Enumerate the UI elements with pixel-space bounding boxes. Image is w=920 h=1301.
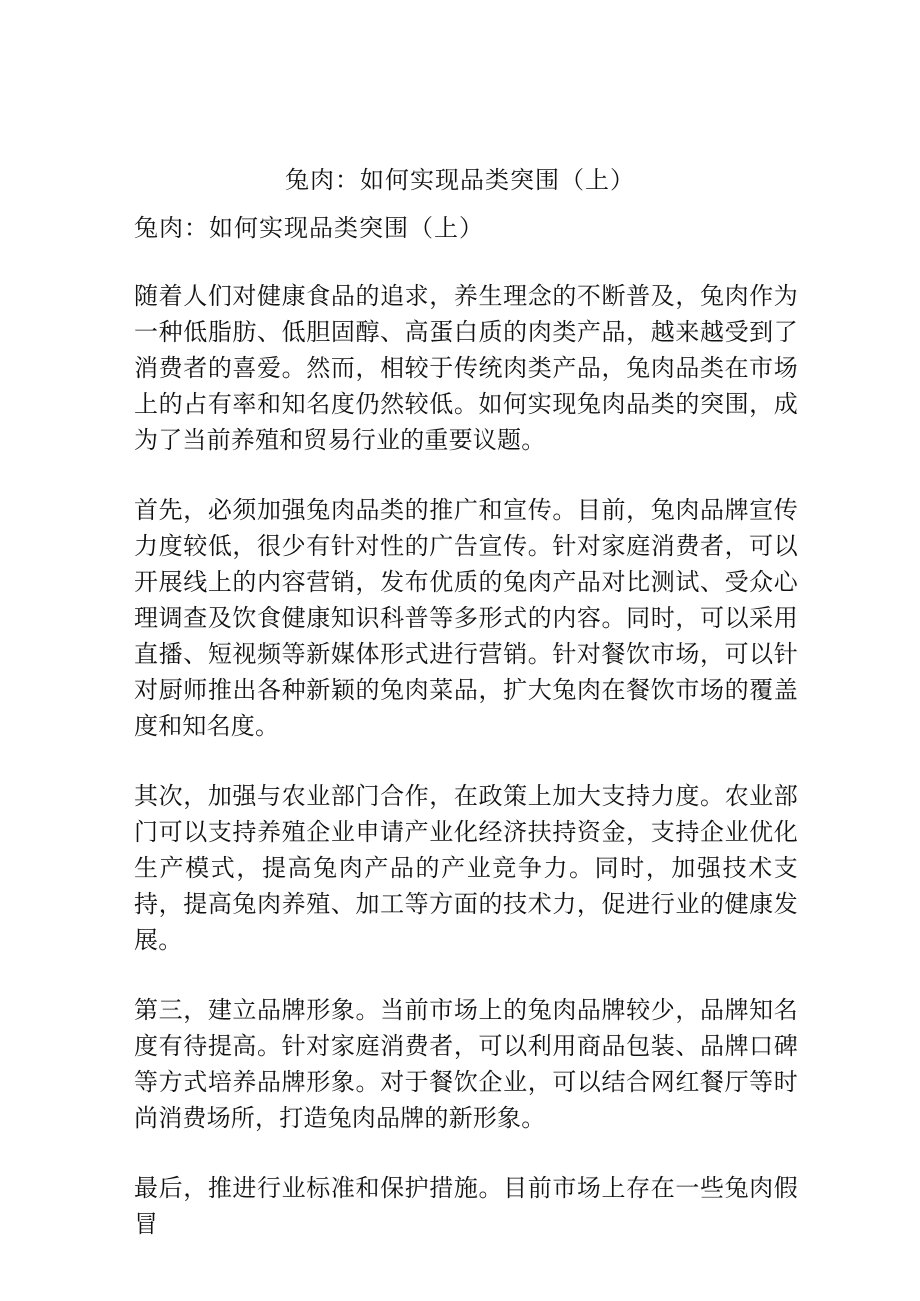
paragraph-intro: 随着人们对健康食品的追求，养生理念的不断普及，兔肉作为一种低脂肪、低胆固醇、高蛋白质的肉类产品，越来越受到了消费者的喜爱。然而，相较于传统肉类产品，兔肉品类在市场上的占有率和知名度仍然较低。如何实现兔肉品类的突围，成为了当前养殖和贸易行业的重要议题。	[134, 282, 798, 454]
document-title: 兔肉：如何实现品类突围（上）	[285, 166, 635, 194]
document-subtitle: 兔肉：如何实现品类突围（上）	[134, 214, 484, 242]
paragraph-last: 最后，推进行业标准和保护措施。目前市场上存在一些兔肉假冒	[134, 1174, 798, 1238]
document-body	[134, 278, 798, 1276]
paragraph-first: 首先，必须加强兔肉品类的推广和宣传。目前，兔肉品牌宣传力度较低，很少有针对性的广告宣传。针对家庭消费者，可以开展线上的内容营销，发布优质的兔肉产品对比测试、受众心理调查及饮食健康知识科普等多形式的内容。同时，可以采用直播、短视频等新媒体形式进行营销。针对餐饮市场，可以针对厨师推出各种新颖的兔肉菜品，扩大兔肉在餐饮市场的覆盖度和知名度。	[134, 496, 798, 740]
paragraph-second: 其次，加强与农业部门合作，在政策上加大支持力度。农业部门可以支持养殖企业申请产业化经济扶持资金，支持企业优化生产模式，提高兔肉产品的产业竞争力。同时，加强技术支持，提高兔肉养殖、加工等方面的技术力，促进行业的健康发展。	[134, 782, 798, 954]
paragraph-third: 第三，建立品牌形象。当前市场上的兔肉品牌较少，品牌知名度有待提高。针对家庭消费者，可以利用商品包装、品牌口碑等方式培养品牌形象。对于餐饮企业，可以结合网红餐厅等时尚消费场所，打造兔肉品牌的新形象。	[134, 996, 798, 1132]
